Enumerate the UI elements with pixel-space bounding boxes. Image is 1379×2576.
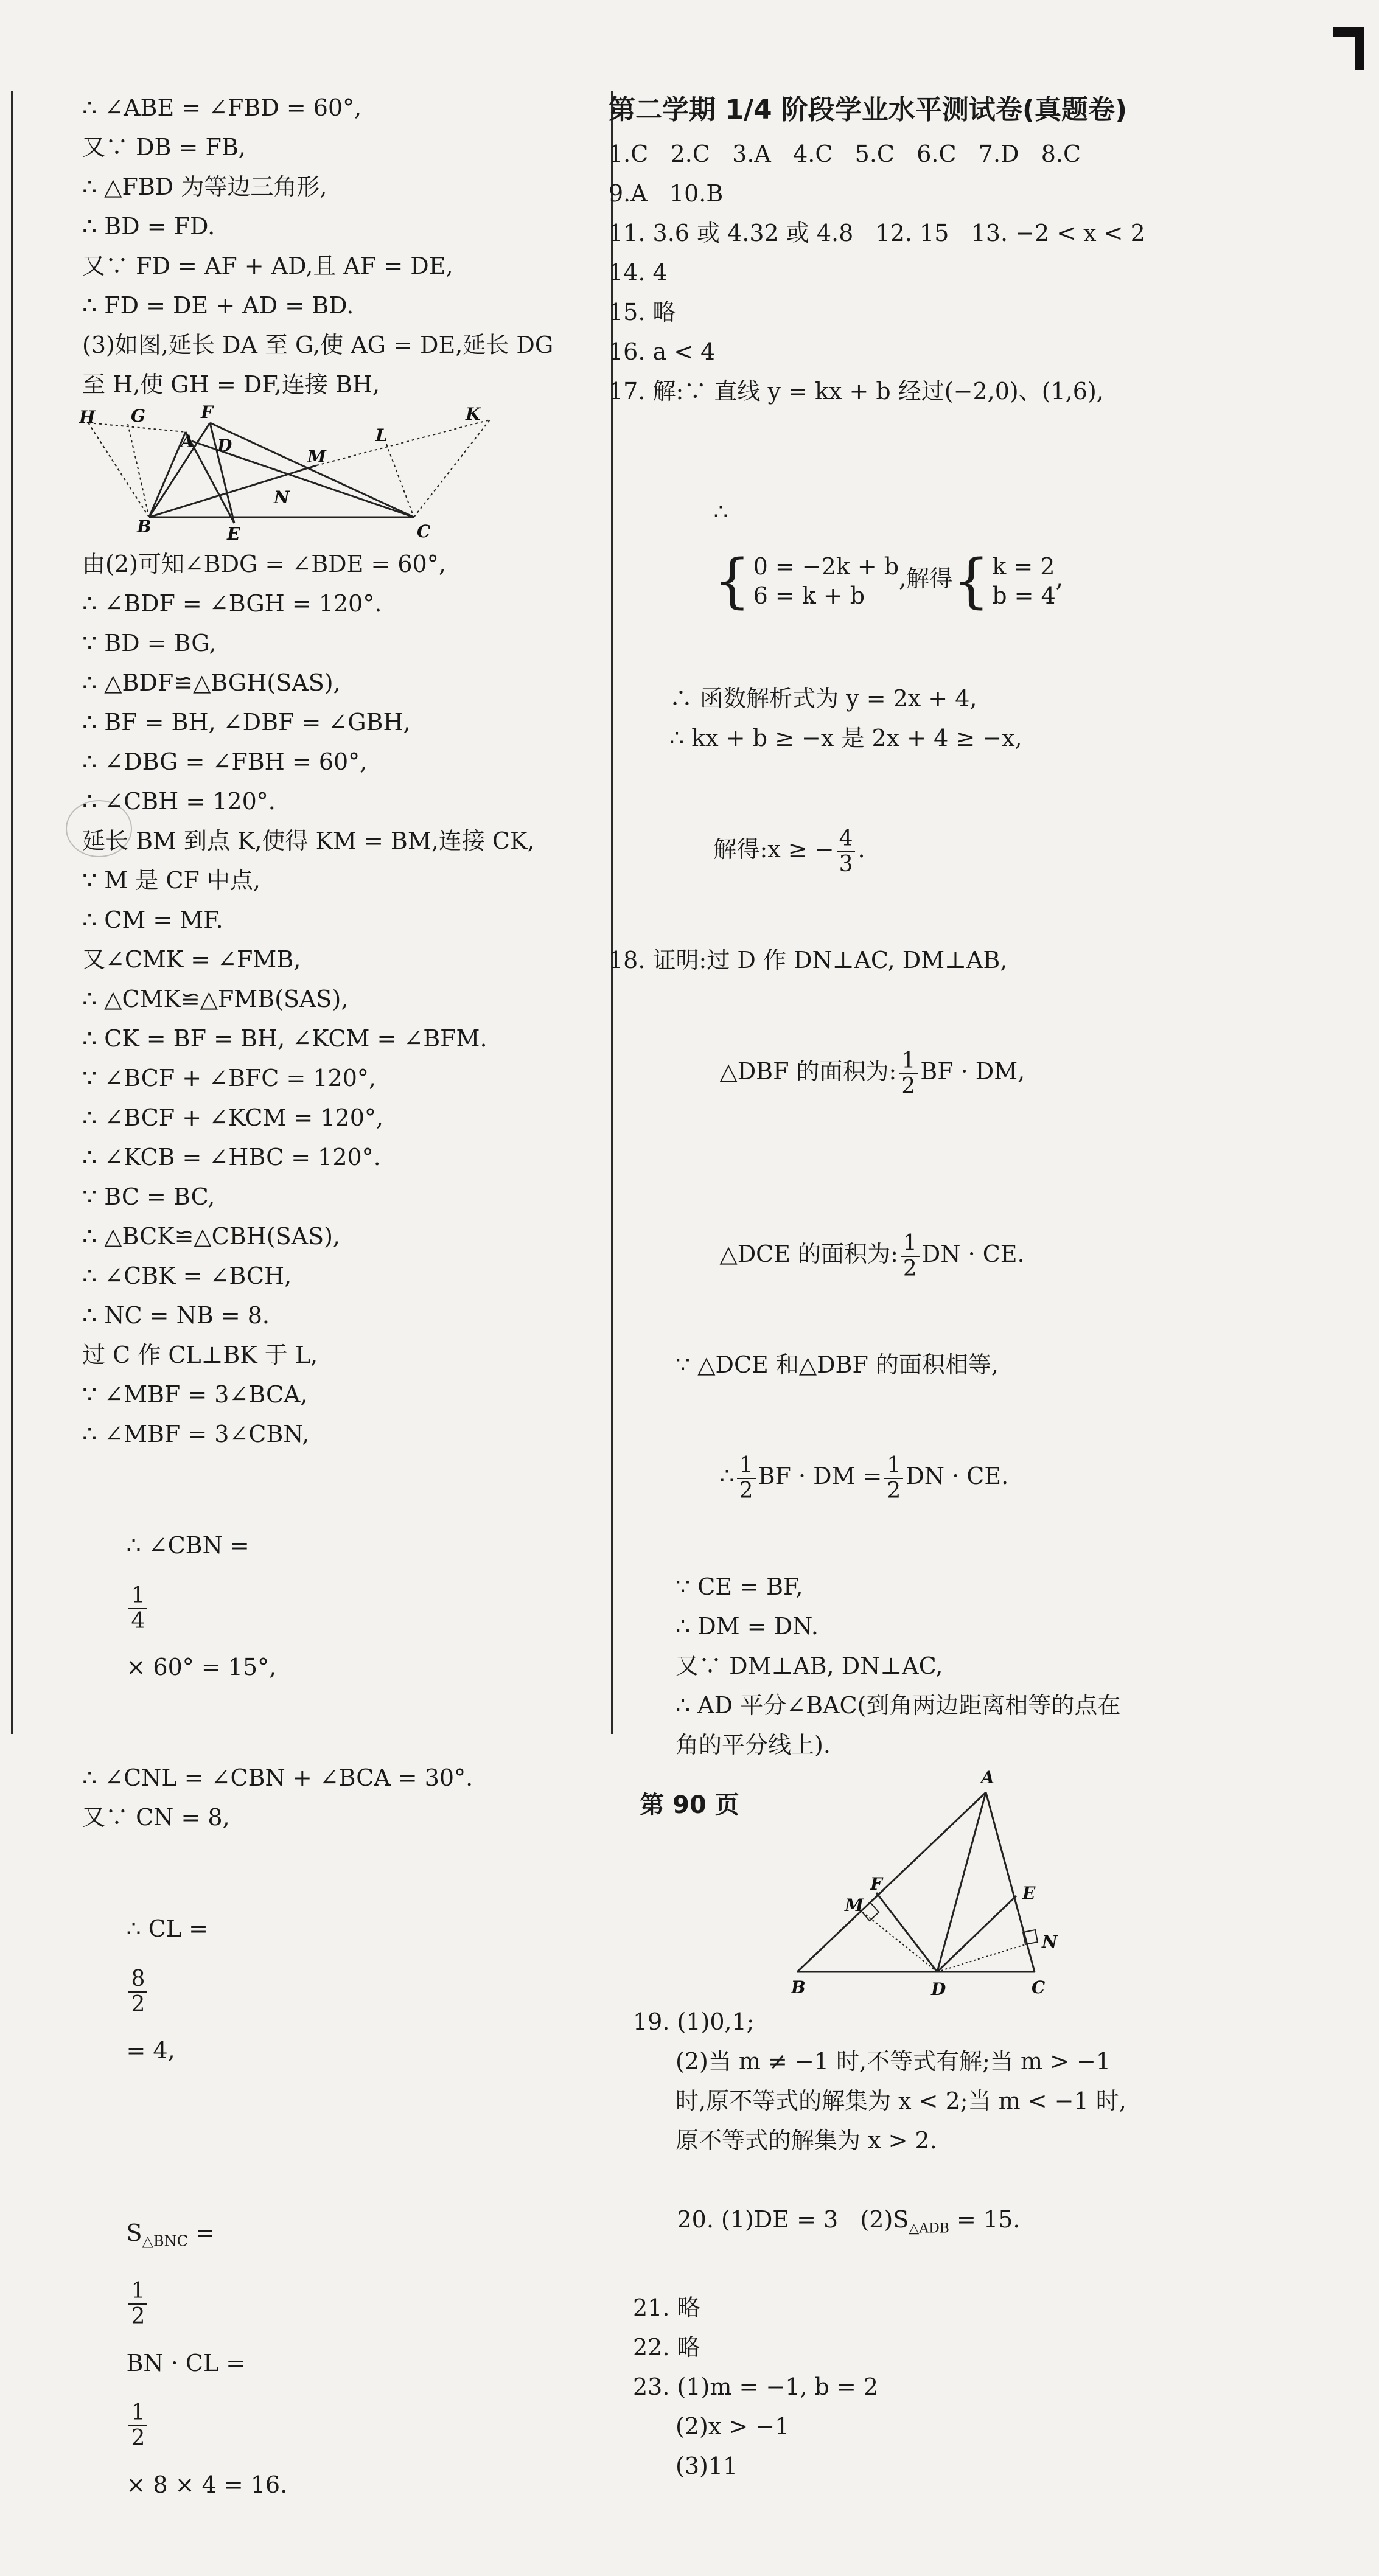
text-line: ∴ BF = BH, ∠DBF = ∠GBH, [82,709,411,736]
text-line: ∴ ∠CNL = ∠CBN + ∠BCA = 30°. [82,1764,473,1791]
label-M: M [845,1895,864,1915]
label-E: E [227,524,240,544]
label-F: F [201,405,213,422]
fraction: $\frac{4}{3}$ [837,827,856,877]
text-line: ∵ △DCE 和△DBF 的面积相等, [676,1351,999,1378]
text-line: ∴ ∠BCF + ∠KCM = 120°, [82,1104,383,1131]
text-line: ∴ ∠DBG = ∠FBH = 60°, [82,748,368,775]
text-line: ∴ BD = FD. [82,213,215,240]
fraction: $\frac{1}{2}$ [737,1453,756,1503]
answer-17-line: 17. 解:∵ 直线 y = kx + b 经过(−2,0)、(1,6), [609,378,1104,405]
fraction: $\frac{1}{2}$ [884,1453,903,1503]
label-G: G [131,406,145,426]
text-line: ∵ BD = BG, [82,630,217,656]
text-line: ∴ ∠MBF = 3∠CBN, [82,1421,310,1447]
text-line: ∴ AD 平分∠BAC(到角两边距离相等的点在 [676,1692,1121,1719]
answer-row: 11. 3.6 或 4.32 或 4.8 12. 15 13. −2 < x < 2 [609,220,1145,246]
page-number: 第 90 页 [640,1791,739,1819]
answer-row: 1.C 2.C 3.A 4.C 5.C 6.C 7.D 8.C [609,141,1081,167]
text-line: ∴ △BDF≌△BGH(SAS), [82,669,341,696]
answer-21-line: 21. 略 [633,2294,700,2321]
text-line: 时,原不等式的解集为 x < 2;当 m < −1 时, [676,2087,1126,2114]
label-A: A [181,431,194,451]
text-line: ∴ △CMK≌△FMB(SAS), [82,986,349,1012]
text-line: 又∵ DM⊥AB, DN⊥AC, [676,1652,943,1679]
section-title: 第二学期 1/4 阶段学业水平测试卷(真题卷) [609,94,1128,125]
answer-row: 9.A 10.B [609,180,724,207]
text-line: ∴ 函数解析式为 y = 2x + 4, [669,685,977,712]
label-B: B [791,1977,806,1997]
formula-line [82,1454,599,1758]
formula-line: △DBF 的面积为: $\frac{1}{2}$ BF · DM, [719,1048,1025,1099]
left-column [79,88,599,2576]
text-line: ∴ FD = DE + AD = BD. [82,292,354,319]
label-C: C [1032,1977,1046,1997]
fraction: $\frac{1}{2}$ [901,1231,920,1281]
text-line: ∴ DM = DN. [676,1613,819,1640]
answer-row: 14. 4 [609,259,668,286]
fraction: $\frac{1}{2}$ [128,2401,147,2451]
text-line: ∵ ∠MBF = 3∠BCA, [82,1381,308,1408]
text-line: ∴ ∠KCB = ∠HBC = 120°. [82,1144,381,1171]
formula-line: ∴ $\frac{1}{2}$ BF · DM = $\frac{1}{2}$ DN · CE. [719,1452,1009,1503]
formula-text: = 4, [126,2037,175,2064]
geometry-figure-1 [76,405,502,545]
formula-text: ∴ ∠CBN = [126,1532,250,1559]
formula-text: ∴ CL = [126,1915,208,1942]
text-line: 原不等式的解集为 x > 2. [676,2127,937,2154]
text-line: ∴ ∠CBH = 120°. [82,788,276,815]
text-line: 又∵ DB = FB, [82,134,246,161]
formula-line [82,1837,599,2142]
label-N: N [274,487,290,507]
equation-system-line: ∴ { 0 = −2k + b 6 = k + b ,解得{ k = 2 b = 4 , [713,498,1063,615]
fraction: $\frac{1}{2}$ [128,2279,147,2329]
text-line: ∵ CE = BF, [676,1573,803,1600]
label-E: E [1022,1883,1036,1903]
text-line: ∵ ∠BCF + ∠BFC = 120°, [82,1065,376,1091]
area-formula-line: $S_{\triangle BNC}$ = $\frac{1}{2}$ BN · CL = $\frac{1}{2}$ × 8 × 4 = 16. [126,2219,288,2498]
text-line: 又∵ CN = 8, [82,1804,230,1831]
text-line: ∴ kx + b ≥ −x 是 2x + 4 ≥ −x, [669,725,1022,751]
text-line: ∵ M 是 CF 中点, [82,867,260,894]
right-column [609,88,1363,2486]
equation-system: 0 = −2k + b 6 = k + b [753,552,899,609]
answer-row: 15. 略 [609,299,676,325]
formula-line: 解得:x ≥ − $\frac{4}{3}$ . [713,826,865,877]
label-A: A [981,1767,994,1788]
text-line: (2)当 m ≠ −1 时,不等式有解;当 m > −1 [676,2048,1111,2075]
text-line: ∴ △BCK≌△CBH(SAS), [82,1223,341,1250]
formula-text: × 60° = 15°, [126,1654,277,1680]
label-F: F [870,1874,882,1894]
fraction: $\frac{1}{4}$ [128,1584,147,1634]
text-line: ∴ ∠ABE = ∠FBD = 60°, [82,94,362,121]
label-M: M [307,447,326,467]
answer-18-line: 18. 证明:过 D 作 DN⊥AC, DM⊥AB, [609,947,1008,973]
label-H: H [79,407,96,427]
text-line: ∴ ∠BDF = ∠BGH = 120°. [82,590,382,617]
text-line: ∴ △FBD 为等边三角形, [82,173,327,200]
answer-row: 16. a < 4 [609,338,716,365]
text-line: (2)x > −1 [676,2412,790,2440]
text-line: ∵ BC = BC, [82,1183,215,1210]
text-line: (3)如图,延长 DA 至 G,使 AG = DE,延长 DG [82,332,554,358]
text-line: 延长 BM 到点 K,使得 KM = BM,连接 CK, [82,827,535,854]
binding-line [11,91,13,1734]
answer-19-line: 19. (1)0,1; [633,2008,755,2035]
text-line: 角的平分线上). [676,1732,831,1758]
fraction: $\frac{1}{2}$ [899,1049,918,1099]
label-L: L [375,425,388,445]
text-line: ∴ CK = BF = BH, ∠KCM = ∠BFM. [82,1025,487,1052]
answer-23-line: 23. (1)m = −1, b = 2 [633,2373,879,2400]
label-C: C [417,521,431,541]
answer-20-line: 20. (1)DE = 3 $(2)S_{\triangle ADB} = 15$. [677,2206,1021,2237]
label-D: D [217,436,232,456]
label-N: N [1042,1932,1058,1952]
label-K: K [466,405,481,424]
text-line: 又∵ FD = AF + AD,且 AF = DE, [82,252,453,279]
text-line: 由(2)可知∠BDG = ∠BDE = 60°, [82,551,446,577]
equation-system: k = 2 b = 4 [992,552,1056,609]
text-line: ∴ ∠CBK = ∠BCH, [82,1262,292,1289]
text-line: 至 H,使 GH = DF,连接 BH, [82,371,380,398]
label-B: B [137,517,152,537]
text-line: 又∠CMK = ∠FMB, [82,946,301,973]
text-line: 过 C 作 CL⊥BK 于 L, [82,1342,318,1368]
formula-line: △DCE 的面积为: $\frac{1}{2}$ DN · CE. [719,1230,1025,1281]
answer-22-line: 22. 略 [633,2333,700,2361]
fraction: $\frac{8}{2}$ [128,1967,147,2017]
label-D: D [931,1979,946,1999]
text-line: (3)11 [676,2452,738,2479]
corner-mark-icon [1330,24,1367,73]
text-line: ∴ CM = MF. [82,907,223,933]
text-line: ∴ NC = NB = 8. [82,1302,270,1329]
